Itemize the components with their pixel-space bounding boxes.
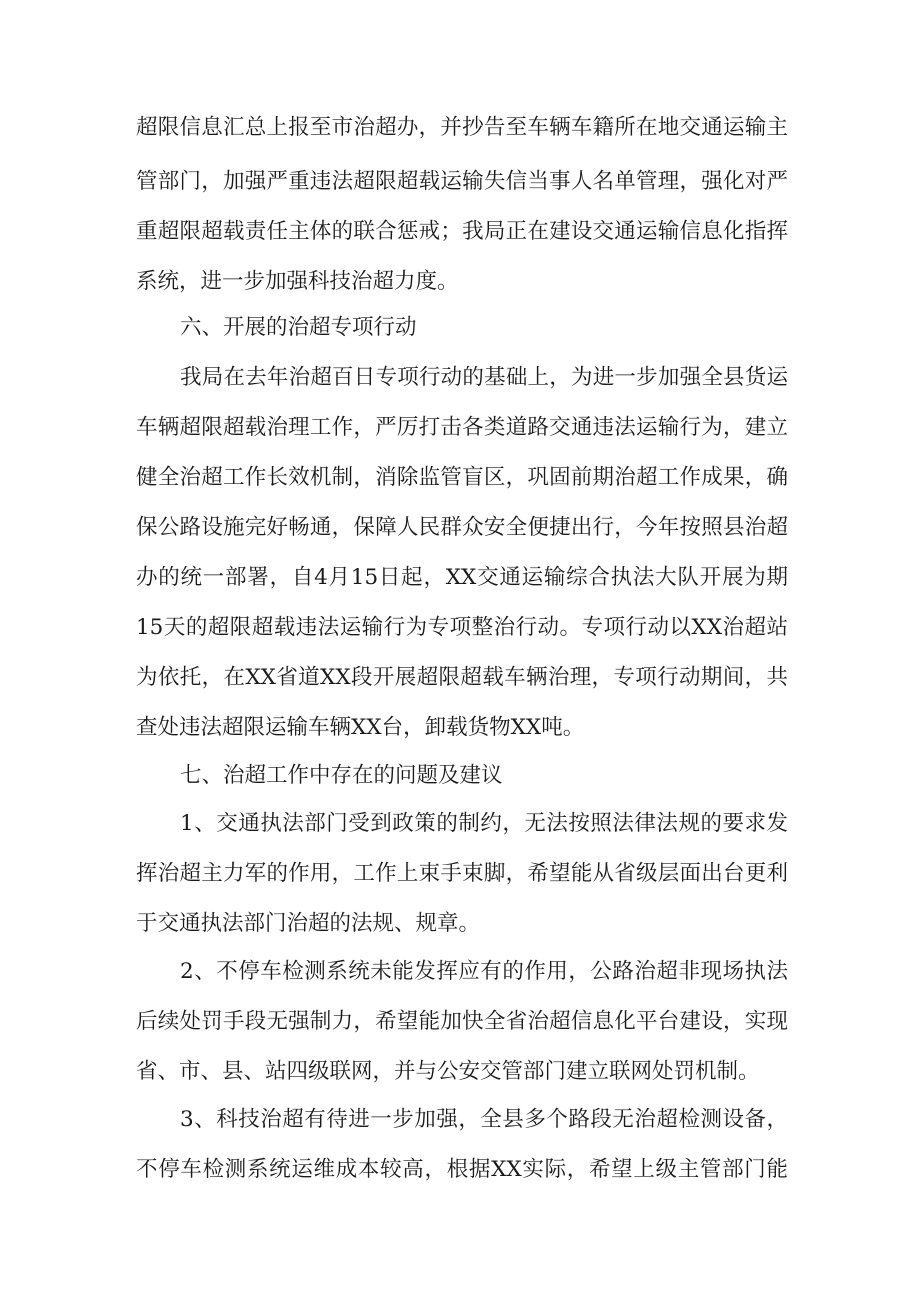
paragraph-line: 省、市、县、站四级联网，并与公安交管部门建立联网处罚机制。 <box>136 1059 760 1084</box>
paragraph-line: 15天的超限超载违法运输行为专项整治行动。专项行动以XX治超站 <box>136 615 788 640</box>
paragraph-line: 办的统一部署，自4月15日起，XX交通运输综合执法大队开展为期 <box>136 565 788 590</box>
paragraph-line: 管部门，加强严重违法超限超载运输失信当事人名单管理，强化对严 <box>136 169 788 194</box>
paragraph-line: 保公路设施完好畅通，保障人民群众安全便捷出行，今年按照县治超 <box>136 515 788 540</box>
paragraph-line: 健全治超工作长效机制，消除监管盲区，巩固前期治超工作成果，确 <box>136 465 788 490</box>
paragraph-line: 系统，进一步加强科技治超力度。 <box>136 269 459 294</box>
paragraph-line: 车辆超限超载治理工作，严厉打击各类道路交通违法运输行为，建立 <box>136 415 788 440</box>
paragraph-line: 查处违法超限运输车辆XX台，卸载货物XX吨。 <box>136 715 585 740</box>
paragraph-line: 重超限超载责任主体的联合惩戒；我局正在建设交通运输信息化指挥 <box>136 219 788 244</box>
section-heading: 七、治超工作中存在的问题及建议 <box>180 763 503 788</box>
paragraph-line: 于交通执法部门治超的法规、规章。 <box>136 911 481 936</box>
paragraph-line: 1、交通执法部门受到政策的制约，无法按照法律法规的要求发 <box>180 811 788 836</box>
paragraph-line: 不停车检测系统运维成本较高，根据XX实际，希望上级主管部门能 <box>136 1157 788 1182</box>
paragraph-line: 2、不停车检测系统未能发挥应有的作用，公路治超非现场执法 <box>180 959 788 984</box>
paragraph-line: 超限信息汇总上报至市治超办，并抄告至车辆车籍所在地交通运输主 <box>136 115 788 140</box>
paragraph-line: 为依托，在XX省道XX段开展超限超载车辆治理，专项行动期间，共 <box>136 665 788 690</box>
paragraph-line: 挥治超主力军的作用，工作上束手束脚，希望能从省级层面出台更利 <box>136 861 788 886</box>
paragraph-line: 3、科技治超有待进一步加强，全县多个路段无治超检测设备， <box>180 1107 788 1132</box>
paragraph-line: 我局在去年治超百日专项行动的基础上，为进一步加强全县货运 <box>180 365 788 390</box>
section-heading: 六、开展的治超专项行动 <box>180 315 417 340</box>
paragraph-line: 后续处罚手段无强制力，希望能加快全省治超信息化平台建设，实现 <box>136 1009 788 1034</box>
